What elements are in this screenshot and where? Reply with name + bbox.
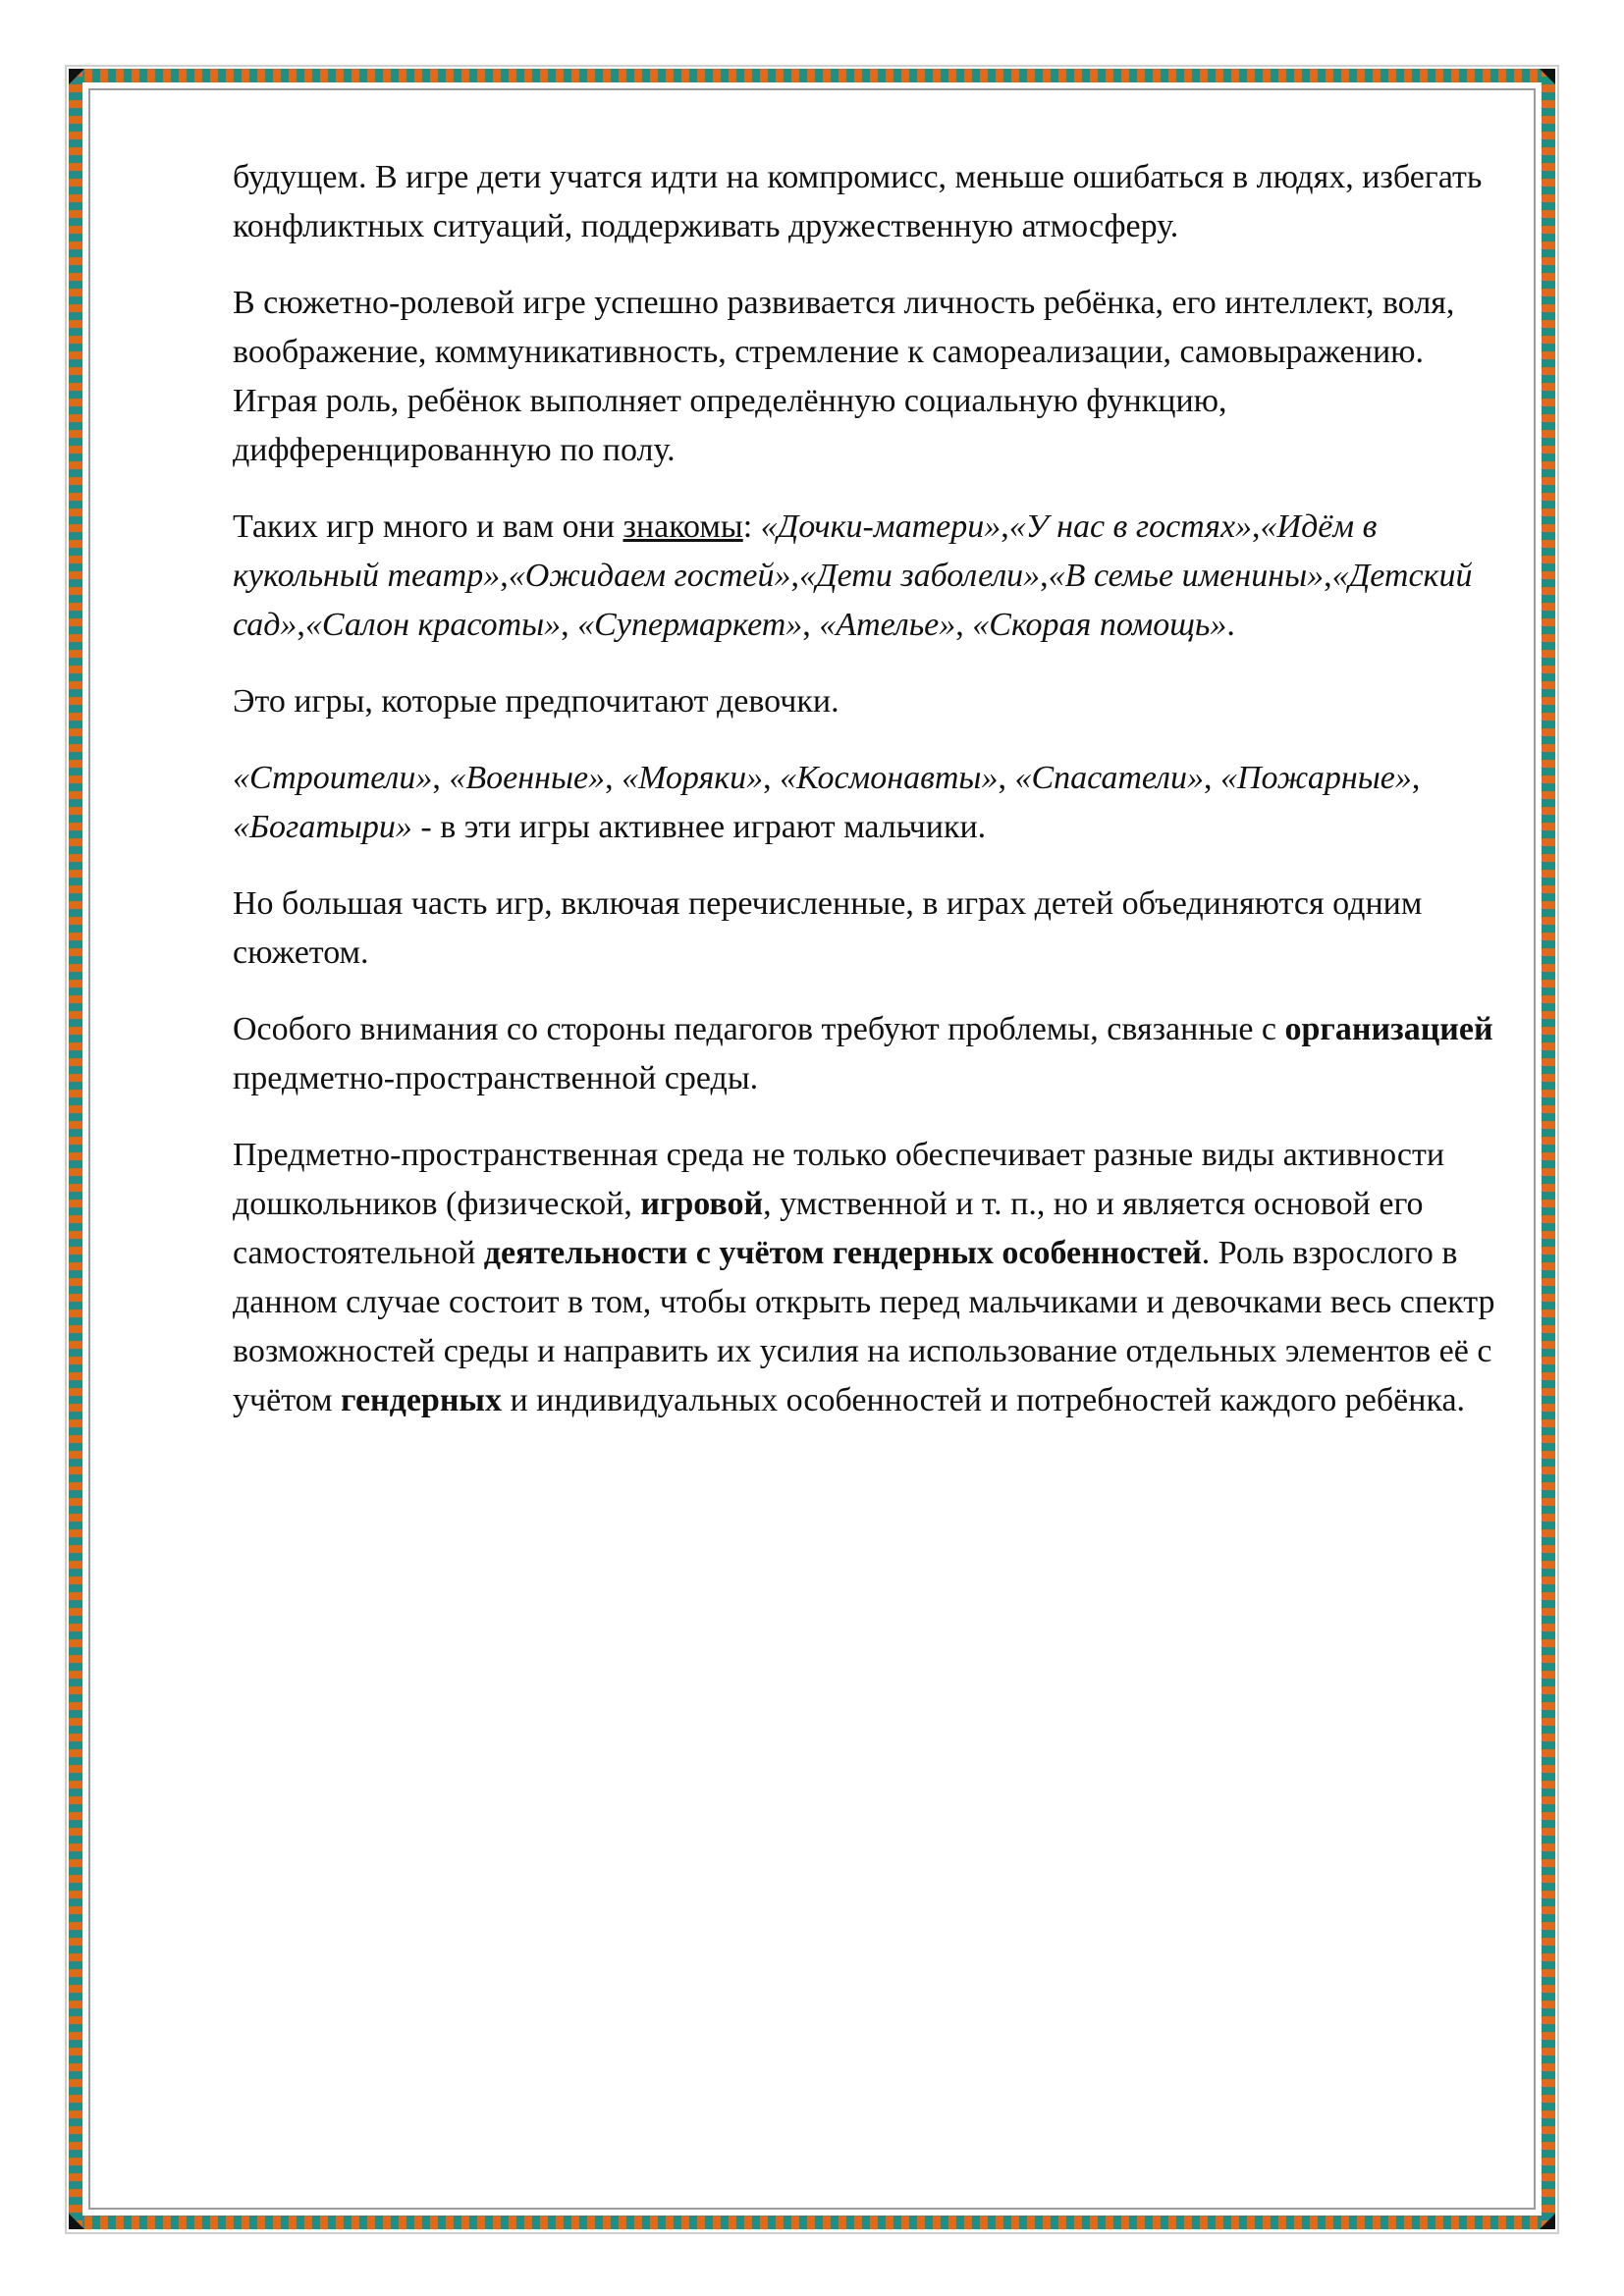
paragraph-1: будущем. В игре дети учатся идти на компромисс, меньше ошибаться в людях, избегать конфликтных ситуаций, поддерживать дружественную атмосферу.: [233, 159, 1483, 244]
link-znakomy[interactable]: знакомы: [623, 508, 743, 545]
separator: ,: [1040, 558, 1049, 594]
game-title: «Богатыри»: [233, 809, 412, 845]
game-title: «Супермаркет»: [577, 607, 803, 643]
paragraph-6: Но большая часть игр, включая перечисленные, в играх детей объединяются одним сюжетом.: [233, 885, 1423, 971]
document-body: [233, 153, 1509, 1453]
game-title: «Военные»: [449, 760, 606, 796]
colon: :: [742, 508, 761, 545]
game-title: «Идём в кукольный театр»: [233, 508, 1378, 594]
paragraph-2: В сюжетно-ролевой игре успешно развивается личность ребёнка, его интеллект, воля, воображение, коммуникативность, стремление к самореализации, самовыражению. Играя роль, ребёнок выполняет определённую социальную функцию, дифференцированную по полу.: [233, 285, 1455, 468]
separator: ,: [1411, 760, 1421, 796]
separator: ,: [998, 760, 1015, 796]
game-title: «Ателье»: [819, 607, 956, 643]
corner-triangle-top-right: [1540, 69, 1555, 84]
bold-term: игровой: [640, 1186, 764, 1222]
game-title: «Салон красоты»: [304, 607, 562, 643]
separator: ,: [432, 760, 450, 796]
game-title: «Дочки-матери»: [760, 508, 1001, 545]
decorative-border-right: [1542, 69, 1555, 2229]
corner-triangle-bottom-right: [1540, 2214, 1555, 2229]
separator: ,: [802, 607, 820, 643]
text-run: предметно-пространственной среды.: [233, 1060, 759, 1096]
text-run: , умственной и т. п., но и является основой его самостоятельной: [233, 1186, 1424, 1271]
separator: ,: [1252, 508, 1261, 545]
game-title: «Строители»: [233, 760, 433, 796]
paragraph-3-girls-games: [233, 503, 1509, 650]
separator: ,: [1203, 760, 1220, 796]
separator: ,: [790, 558, 800, 594]
game-title: «Дети заболели»: [799, 558, 1041, 594]
text-run: . Роль взрослого в данном случае состоит в том, чтобы открыть перед мальчиками и девочками весь спектр возможностей среды и направить их усилия на использование отдельных элементов её с учётом: [233, 1235, 1495, 1418]
corner-triangle-bottom-left: [69, 2214, 84, 2229]
games-intro: Таких игр много и вам они: [233, 508, 623, 545]
game-title: «У нас в гостях»: [1008, 508, 1253, 545]
separator: ,: [605, 760, 623, 796]
corner-triangle-top-left: [69, 69, 84, 84]
decorative-border-bottom: [69, 2216, 1555, 2229]
bold-term: организацией: [1284, 1011, 1493, 1047]
separator: ,: [561, 607, 578, 643]
paragraph-7: [233, 1005, 1509, 1103]
game-title: «Космонавты»: [780, 760, 999, 796]
separator: ,: [763, 760, 781, 796]
game-title: «Спасатели»: [1014, 760, 1204, 796]
text-run: Предметно-пространственная среда не только обеспечивает разные виды активности дошкольников (физической,: [233, 1137, 1445, 1222]
separator: ,: [955, 607, 973, 643]
separator: ,: [297, 607, 305, 643]
text-run: и индивидуальных особенностей и потребностей каждого ребёнка.: [501, 1382, 1466, 1418]
game-title: «Скорая помощь»: [972, 607, 1227, 643]
paragraph-5-boys-games: [233, 754, 1509, 852]
text-run: Особого внимания со стороны педагогов требуют проблемы, связанные с: [233, 1011, 1285, 1047]
decorative-border-top: [69, 69, 1555, 82]
paragraph-4: Это игры, которые предпочитают девочки.: [233, 683, 839, 720]
game-title: «Детский сад»: [233, 558, 1473, 643]
boys-games-tail: - в эти игры активнее играют мальчики.: [411, 809, 987, 845]
game-title: «Ожидаем гостей»: [508, 558, 791, 594]
game-title: «В семье именины»: [1048, 558, 1325, 594]
paragraph-8: [233, 1131, 1509, 1425]
separator: ,: [1324, 558, 1332, 594]
separator: ,: [500, 558, 509, 594]
separator: ,: [1001, 508, 1009, 545]
bold-term: гендерных: [340, 1382, 502, 1418]
period: .: [1226, 607, 1235, 643]
game-title: «Моряки»: [622, 760, 764, 796]
decorative-border-left: [69, 69, 82, 2229]
bold-term: деятельности с учётом гендерных особенностей: [483, 1235, 1202, 1271]
game-title: «Пожарные»: [1219, 760, 1412, 796]
